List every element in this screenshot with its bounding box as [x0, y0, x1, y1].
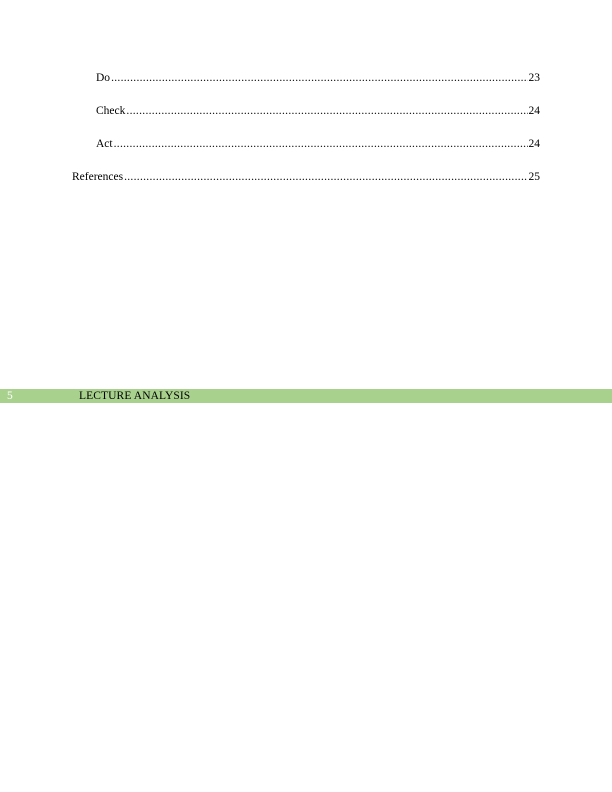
- toc-entry-act[interactable]: [72, 136, 540, 152]
- table-of-contents: [72, 70, 540, 202]
- toc-dot-leader: [114, 136, 528, 152]
- page-number: 5: [7, 390, 13, 402]
- toc-entry-label: Do: [96, 72, 111, 84]
- toc-entry-references[interactable]: [72, 169, 540, 185]
- toc-entry-page: 24: [528, 105, 540, 117]
- toc-entry-page: 25: [528, 171, 540, 183]
- toc-entry-do[interactable]: [72, 70, 540, 86]
- toc-dot-leader: [124, 169, 527, 185]
- page-header-band: [0, 389, 612, 403]
- running-head: LECTURE ANALYSIS: [79, 390, 191, 402]
- toc-dot-leader: [126, 103, 527, 119]
- toc-entry-label: References: [72, 171, 124, 183]
- toc-entry-label: Act: [96, 138, 113, 150]
- toc-entry-page: 23: [528, 72, 540, 84]
- toc-entry-check[interactable]: [72, 103, 540, 119]
- toc-entry-label: Check: [96, 105, 126, 117]
- toc-dot-leader: [111, 70, 527, 86]
- toc-entry-page: 24: [528, 138, 540, 150]
